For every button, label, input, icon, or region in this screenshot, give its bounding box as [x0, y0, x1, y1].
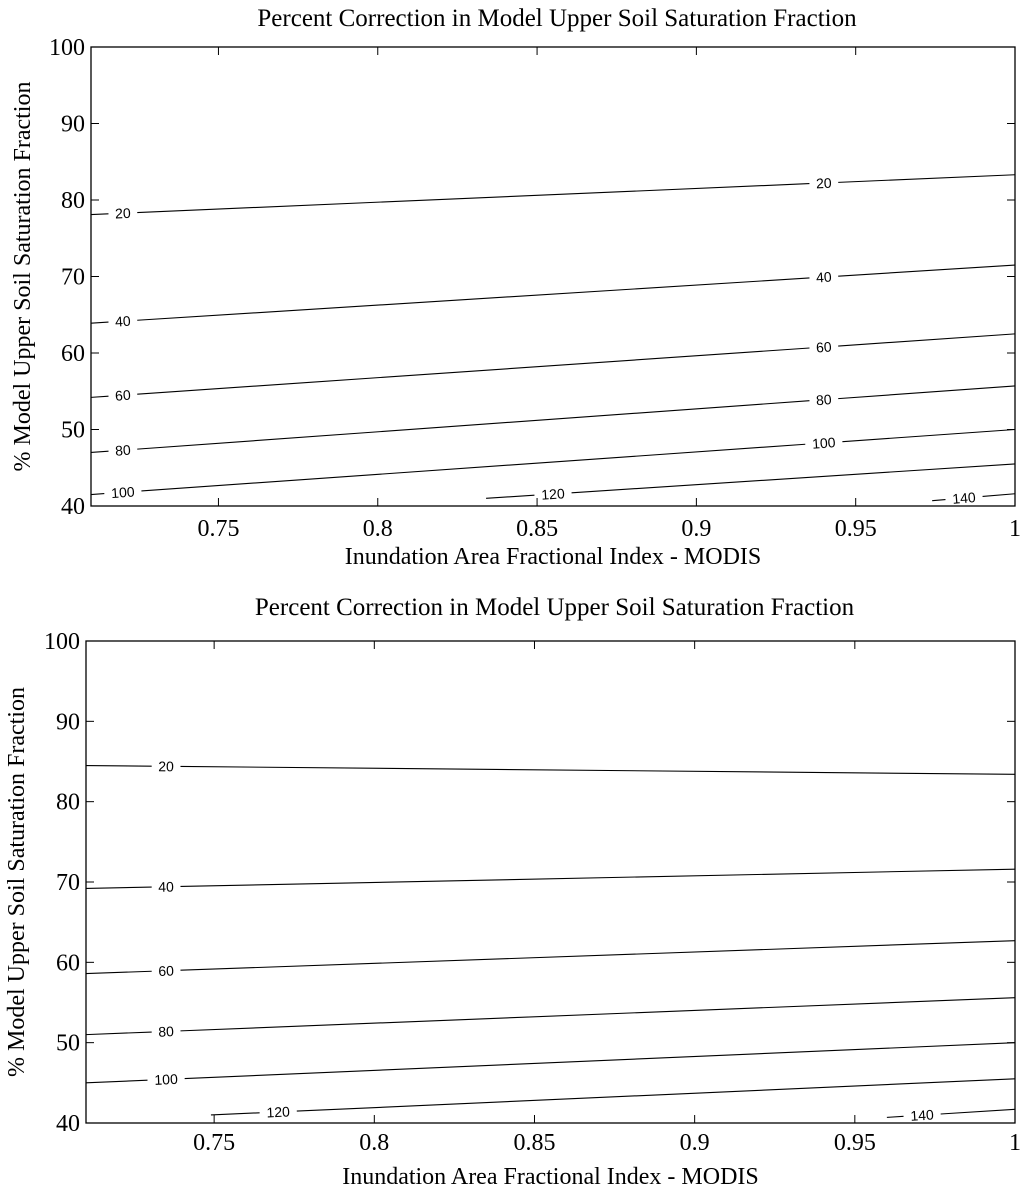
- contour-segment: [297, 1079, 1015, 1111]
- contour-label: 80: [157, 1023, 175, 1040]
- y-tick-label: 60: [56, 950, 80, 977]
- contour-segment: [180, 941, 1015, 971]
- contour-label: 120: [540, 485, 566, 503]
- y-tick-label: 60: [61, 341, 85, 367]
- contour-segment: [838, 175, 1015, 183]
- contour-segment: [137, 348, 809, 394]
- contour-segment: [180, 766, 1015, 774]
- contour-segment: [838, 265, 1015, 276]
- contour-label: 100: [811, 434, 837, 452]
- contour-line-20: [91, 175, 1015, 222]
- chart-title: Percent Correction in Model Upper Soil Saturation Fraction: [254, 594, 855, 621]
- contour-line-60: [91, 334, 1015, 404]
- contour-label: 80: [114, 441, 132, 459]
- contour-line-80: [86, 998, 1015, 1040]
- x-tick-label: 0.95: [834, 516, 877, 542]
- x-axis-label: Inundation Area Fractional Index - MODIS: [344, 544, 762, 570]
- contour-line-60: [86, 941, 1015, 979]
- y-axis-label: % Model Upper Soil Saturation Fraction: [10, 81, 36, 472]
- contour-segment: [91, 322, 108, 323]
- contour-line-120: [486, 464, 1015, 503]
- y-axis-label: % Model Upper Soil Saturation Fraction: [4, 687, 30, 1077]
- contour-chart-top: [10, 5, 1021, 570]
- contour-line-120: [211, 1079, 1015, 1124]
- contour-label: 100: [154, 1070, 179, 1088]
- contour-label: 120: [266, 1103, 291, 1121]
- y-tick-label: 70: [56, 870, 80, 896]
- contour-segment: [838, 334, 1015, 346]
- y-tick-label: 100: [44, 629, 80, 655]
- contour-label: 40: [158, 878, 175, 895]
- x-tick-label: 0.75: [193, 1130, 236, 1156]
- plot-area-frame: [91, 47, 1015, 506]
- x-tick-label: 0.85: [516, 516, 559, 542]
- plot-area-frame: [86, 641, 1015, 1123]
- contour-segment: [91, 396, 108, 397]
- contour-label: 60: [158, 962, 175, 980]
- x-tick-label: 0.95: [833, 1130, 876, 1156]
- y-tick-label: 40: [61, 494, 85, 520]
- contour-label: 20: [114, 204, 131, 222]
- contour-segment: [572, 464, 1015, 493]
- contour-segment: [86, 1080, 148, 1083]
- y-tick-label: 50: [61, 417, 85, 444]
- contour-segment: [486, 495, 534, 498]
- x-tick-label: 0.75: [197, 516, 240, 542]
- x-tick-label: 0.9: [679, 1130, 710, 1156]
- contour-label: 40: [114, 312, 132, 330]
- contour-segment: [86, 887, 152, 888]
- y-tick-label: 50: [56, 1030, 80, 1057]
- contour-label: 100: [110, 483, 136, 502]
- contour-line-40: [86, 869, 1015, 895]
- contour-segment: [887, 1116, 904, 1117]
- contour-segment: [86, 1032, 152, 1035]
- contour-segment: [211, 1113, 260, 1115]
- contour-chart-bottom: [4, 594, 1021, 1190]
- y-tick-label: 90: [61, 111, 85, 138]
- x-tick-label: 0.8: [359, 1130, 390, 1156]
- x-tick-label: 0.8: [362, 516, 393, 542]
- x-tick-label: 1: [1009, 1130, 1021, 1156]
- contour-segment: [185, 1043, 1015, 1079]
- contour-label: 60: [114, 386, 132, 404]
- contour-segment: [941, 1109, 1015, 1114]
- y-tick-label: 100: [49, 35, 85, 61]
- contour-segment: [180, 869, 1015, 886]
- y-tick-label: 70: [61, 264, 85, 291]
- contour-segment: [932, 500, 945, 501]
- contour-segment: [91, 214, 108, 215]
- contour-label: 80: [815, 391, 833, 409]
- y-tick-label: 80: [56, 789, 80, 816]
- chart-title: Percent Correction in Model Upper Soil Saturation Fraction: [257, 5, 857, 32]
- y-tick-label: 90: [56, 709, 80, 736]
- contour-label: 40: [815, 268, 833, 286]
- contour-label: 140: [951, 489, 977, 507]
- contour-segment: [842, 430, 1015, 442]
- y-tick-label: 40: [56, 1111, 80, 1137]
- contour-line-20: [86, 758, 1015, 774]
- contour-label: 140: [909, 1106, 935, 1124]
- contour-line-80: [91, 386, 1015, 459]
- contour-line-100: [86, 1043, 1015, 1088]
- contour-segment: [91, 451, 108, 452]
- contour-segment: [91, 494, 104, 495]
- x-tick-label: 1: [1009, 516, 1021, 542]
- x-tick-label: 0.85: [513, 1130, 556, 1156]
- contour-segment: [86, 971, 152, 973]
- contour-segment: [838, 386, 1015, 399]
- contour-label: 20: [158, 758, 174, 775]
- contour-line-140: [887, 1106, 1015, 1123]
- contour-segment: [137, 184, 809, 213]
- contour-segment: [137, 401, 809, 449]
- contour-segment: [86, 766, 152, 767]
- contour-label: 20: [815, 174, 832, 192]
- y-tick-label: 80: [61, 188, 85, 214]
- contour-segment: [137, 278, 809, 320]
- x-axis-label: Inundation Area Fractional Index - MODIS: [342, 1164, 759, 1190]
- x-tick-label: 0.9: [681, 516, 712, 542]
- contour-segment: [180, 998, 1015, 1031]
- contour-line-40: [91, 265, 1015, 330]
- contour-segment: [983, 494, 1015, 497]
- contour-line-140: [932, 489, 1015, 507]
- contour-label: 60: [815, 338, 833, 356]
